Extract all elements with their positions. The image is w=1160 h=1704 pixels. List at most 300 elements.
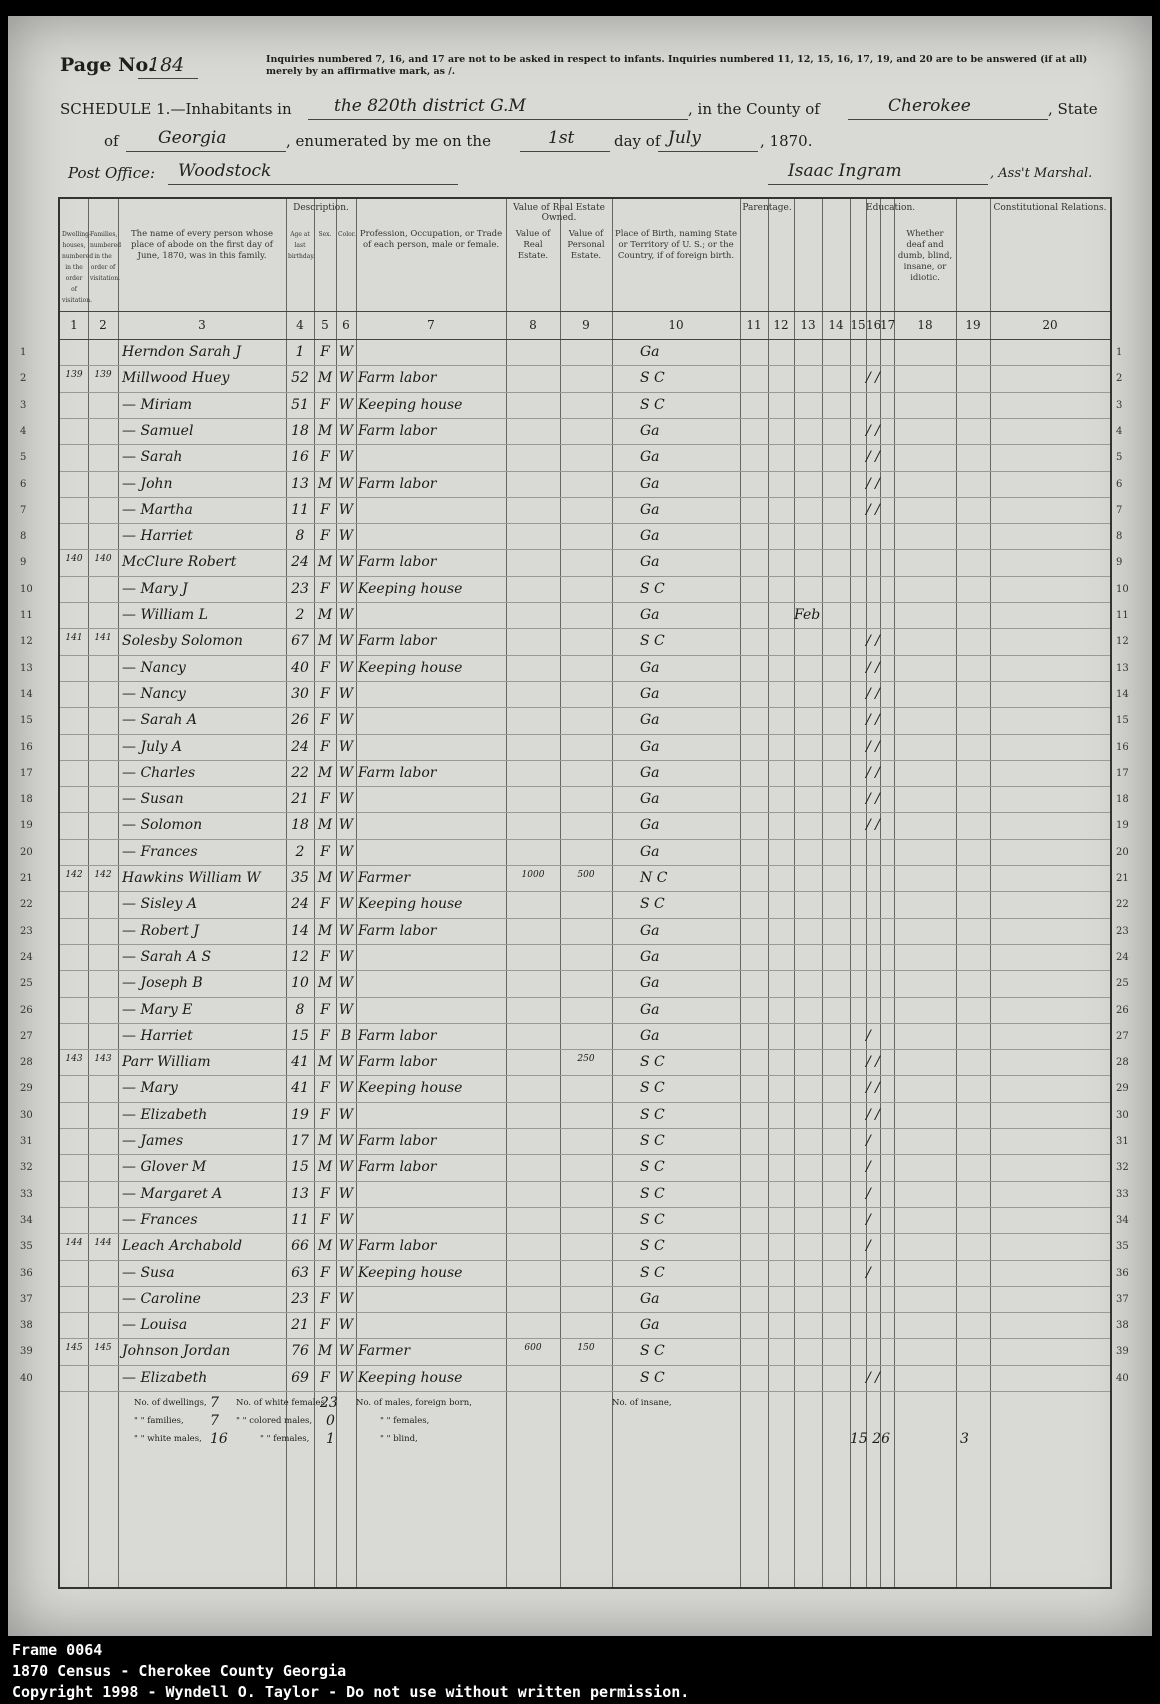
- column-header: Dwelling-houses, numbered in the order of visitation.: [62, 231, 94, 304]
- row-number-left: 27: [20, 1030, 33, 1042]
- row-number-left: 19: [20, 820, 33, 832]
- cell-color: W: [338, 922, 354, 939]
- cell-age: 17: [291, 1133, 309, 1149]
- row-rule: [60, 707, 1110, 708]
- row-number-right: 16: [1116, 741, 1129, 753]
- cell-sex: F: [320, 1080, 330, 1097]
- cell-sex: M: [317, 764, 333, 781]
- summary-insane-label: No. of insane,: [612, 1398, 672, 1408]
- cell-name: — Harriet: [122, 1027, 193, 1044]
- row-number-right: 22: [1116, 899, 1129, 911]
- cell-fam: 143: [94, 1054, 112, 1065]
- cell-color: W: [338, 817, 354, 834]
- row-number-right: 9: [1116, 557, 1123, 569]
- row-number-left: 16: [20, 741, 33, 753]
- column-header: Whether deaf and dumb, blind, insane, or idiotic.: [897, 229, 953, 283]
- marshal-label: , Ass't Marshal.: [990, 166, 1093, 181]
- cell-name: — Solomon: [122, 817, 203, 834]
- cell-name: — Caroline: [122, 1290, 201, 1307]
- cell-birth: S C: [640, 1264, 665, 1281]
- cell-color: W: [338, 738, 354, 755]
- row-number-right: 32: [1116, 1162, 1129, 1174]
- cell-age: 15: [291, 1159, 309, 1176]
- column-header: The name of every person whose place of abode on the first day of June, 1870, was in this family.: [130, 229, 274, 261]
- cell-age: 10: [291, 975, 309, 992]
- cell-occ: Farm labor: [358, 422, 437, 439]
- cell-birth: Ga: [640, 922, 660, 939]
- cell-birth: Ga: [640, 738, 660, 755]
- cell-color: W: [338, 1159, 354, 1176]
- cell-color: W: [338, 791, 354, 808]
- page-label: Page No.: [60, 54, 155, 76]
- row-number-right: 26: [1116, 1004, 1129, 1016]
- row-rule: [60, 1365, 1110, 1366]
- header-rule: [60, 339, 1110, 340]
- row-number-right: 31: [1116, 1136, 1129, 1147]
- row-rule: [60, 760, 1110, 761]
- row-number-left: 9: [20, 557, 27, 569]
- cell-pers: 150: [577, 1343, 595, 1354]
- row-rule: [60, 1128, 1110, 1129]
- cell-m15: / /: [866, 738, 880, 755]
- group-header: Value of Real Estate Owned.: [513, 203, 605, 223]
- cell-color: W: [338, 1290, 354, 1307]
- row-rule: [60, 944, 1110, 945]
- column-divider: [850, 199, 851, 1587]
- row-number-left: 14: [20, 688, 33, 700]
- cell-color: W: [338, 633, 354, 650]
- row-number-right: 20: [1116, 846, 1129, 858]
- cell-birth: S C: [640, 1185, 665, 1202]
- column-number: 18: [917, 318, 933, 332]
- cell-name: Hawkins William W: [122, 870, 261, 886]
- cell-age: 2: [295, 607, 305, 623]
- row-rule: [60, 1207, 1110, 1208]
- cell-age: 8: [295, 1001, 305, 1018]
- row-number-right: 3: [1116, 399, 1123, 411]
- cell-age: 24: [291, 896, 309, 913]
- cell-sex: F: [320, 1264, 330, 1281]
- row-number-right: 8: [1116, 531, 1123, 543]
- cell-name: Millwood Huey: [122, 370, 230, 387]
- cell-age: 69: [291, 1369, 309, 1386]
- of-label: of: [104, 132, 119, 150]
- cell-birth: S C: [640, 633, 665, 650]
- frame-caption: [12, 1640, 689, 1703]
- state: Georgia: [158, 128, 227, 148]
- group-header: Constitutional Relations.: [993, 203, 1107, 213]
- row-rule: [60, 576, 1110, 577]
- cell-name: — Sarah A: [122, 712, 198, 729]
- row-number-left: 29: [20, 1083, 33, 1095]
- cell-sex: F: [320, 1211, 330, 1228]
- column-divider: [356, 199, 357, 1587]
- cell-birth: Ga: [640, 449, 660, 466]
- cell-dw: 139: [65, 370, 83, 381]
- row-rule: [60, 549, 1110, 550]
- cell-sex: M: [317, 870, 333, 886]
- row-number-left: 40: [20, 1372, 33, 1384]
- row-number-right: 18: [1116, 794, 1129, 806]
- column-header: Value of Real Estate.: [515, 229, 551, 261]
- row-number-right: 36: [1116, 1267, 1129, 1279]
- cell-name: — Sarah: [122, 449, 183, 466]
- summary-colored-males: 0: [326, 1413, 335, 1429]
- cell-name: — John: [122, 475, 173, 492]
- cell-color: W: [338, 1264, 354, 1281]
- cell-occ: Farm labor: [358, 1027, 437, 1044]
- cell-sex: F: [320, 1369, 330, 1386]
- cell-m15: / /: [866, 633, 880, 650]
- cell-age: 66: [291, 1238, 309, 1255]
- column-divider: [118, 199, 119, 1587]
- cell-color: W: [338, 1106, 354, 1123]
- cell-occ: Farm labor: [358, 1133, 437, 1149]
- cell-name: — Mary: [122, 1080, 178, 1097]
- column-number: 1: [70, 318, 78, 332]
- column-number: 16: [866, 318, 882, 332]
- cell-birth: Ga: [640, 685, 660, 702]
- row-rule: [60, 1312, 1110, 1313]
- column-divider: [612, 199, 613, 1587]
- cell-m15: / /: [866, 1106, 880, 1123]
- cell-color: W: [338, 1080, 354, 1097]
- schedule-label: SCHEDULE 1.—Inhabitants in: [60, 100, 292, 118]
- row-rule: [60, 523, 1110, 524]
- row-rule: [60, 1338, 1110, 1339]
- column-header: Sex.: [318, 231, 332, 238]
- cell-age: 14: [291, 922, 309, 939]
- row-number-right: 40: [1116, 1372, 1129, 1384]
- row-number-right: 39: [1116, 1346, 1129, 1358]
- cell-birth: S C: [640, 1343, 665, 1360]
- cell-age: 23: [291, 1290, 309, 1307]
- cell-sex: F: [320, 501, 330, 518]
- cell-occ: Farm labor: [358, 370, 437, 387]
- cell-age: 18: [291, 422, 309, 439]
- cell-sex: F: [320, 1185, 330, 1202]
- cell-sex: F: [320, 948, 330, 965]
- cell-sex: F: [320, 1317, 330, 1334]
- row-rule: [60, 655, 1110, 656]
- row-rule: [60, 1286, 1110, 1287]
- row-number-right: 38: [1116, 1320, 1129, 1332]
- county: Cherokee: [888, 96, 971, 116]
- cell-birth: Ga: [640, 712, 660, 729]
- cell-name: — James: [122, 1133, 184, 1149]
- cell-m15: /: [866, 1211, 871, 1228]
- cell-birth: Ga: [640, 1317, 660, 1334]
- cell-occ: Keeping house: [358, 1264, 463, 1281]
- cell-age: 1: [295, 344, 305, 360]
- cell-age: 21: [291, 791, 309, 808]
- cell-color: W: [338, 370, 354, 387]
- row-number-right: 23: [1116, 925, 1129, 937]
- cell-birth: S C: [640, 896, 665, 913]
- header-rule: [60, 311, 1110, 312]
- post-office: Woodstock: [178, 161, 272, 181]
- cell-age: 67: [291, 633, 309, 650]
- cell-m15: / /: [866, 712, 880, 729]
- cell-dw: 143: [65, 1054, 83, 1065]
- cell-sex: F: [320, 1027, 330, 1044]
- day-line: [520, 151, 610, 152]
- enumerated-label: , enumerated by me on the: [286, 132, 491, 150]
- summary-white-males: 16: [210, 1431, 228, 1447]
- cell-sex: M: [317, 475, 333, 492]
- column-number: 9: [582, 318, 590, 332]
- cell-color: W: [338, 948, 354, 965]
- column-number: 10: [668, 318, 684, 332]
- cell-color: W: [338, 870, 354, 886]
- cell-age: 35: [291, 870, 309, 886]
- row-number-right: 7: [1116, 504, 1123, 516]
- cell-m15: / /: [866, 685, 880, 702]
- cell-sex: M: [317, 1238, 333, 1255]
- row-number-right: 34: [1116, 1214, 1129, 1226]
- row-number-right: 4: [1116, 425, 1123, 437]
- cell-name: — July A: [122, 738, 183, 755]
- cell-name: — Elizabeth: [122, 1106, 208, 1123]
- cell-birth: S C: [640, 1080, 665, 1097]
- cell-m15: / /: [866, 817, 880, 834]
- summary-dwellings: 7: [210, 1395, 219, 1411]
- cell-name: — Susan: [122, 791, 184, 808]
- column-number: 8: [529, 318, 537, 332]
- column-number: 5: [321, 318, 329, 332]
- cell-color: W: [338, 1211, 354, 1228]
- county-label: , in the County of: [688, 100, 820, 118]
- cell-name: — Sisley A: [122, 896, 197, 913]
- cell-birth: S C: [640, 1106, 665, 1123]
- row-rule: [60, 1049, 1110, 1050]
- marshal-line: [768, 184, 988, 185]
- cell-color: W: [338, 843, 354, 860]
- cell-birth: S C: [640, 1054, 665, 1071]
- column-number: 2: [99, 318, 107, 332]
- cell-birth: Ga: [640, 843, 660, 860]
- cell-m15: / /: [866, 764, 880, 781]
- cell-pers: 250: [577, 1054, 595, 1065]
- row-number-left: 23: [20, 925, 33, 937]
- row-number-right: 17: [1116, 767, 1129, 779]
- row-number-right: 10: [1116, 583, 1129, 595]
- column-divider: [506, 199, 507, 1587]
- row-number-left: 33: [20, 1188, 33, 1200]
- cell-sex: F: [320, 843, 330, 860]
- census-table: [20, 197, 1129, 1589]
- cell-name: — Miriam: [122, 396, 193, 413]
- row-rule: [60, 997, 1110, 998]
- cell-age: 63: [291, 1264, 309, 1281]
- row-rule: [60, 734, 1110, 735]
- row-number-left: 2: [20, 373, 27, 385]
- cell-color: W: [338, 1133, 354, 1149]
- caption-title: 1870 Census - Cherokee County Georgia: [12, 1662, 347, 1680]
- summary-totals-15-16: 15 26: [850, 1431, 891, 1447]
- cell-sex: M: [317, 1159, 333, 1176]
- cell-sex: F: [320, 685, 330, 702]
- month: July: [668, 128, 701, 148]
- row-number-right: 33: [1116, 1188, 1129, 1200]
- column-header: Profession, Occupation, or Trade of each person, male or female.: [359, 229, 503, 250]
- cell-birth: Ga: [640, 948, 660, 965]
- cell-m15: /: [866, 1264, 871, 1281]
- summary-blind-label: " " blind,: [380, 1434, 418, 1444]
- cell-name: — William L: [122, 607, 208, 623]
- cell-birth: Ga: [640, 1290, 660, 1307]
- row-number-left: 36: [20, 1267, 33, 1279]
- summary-white-females: 23: [320, 1395, 338, 1411]
- cell-name: — Frances: [122, 843, 198, 860]
- cell-color: W: [338, 528, 354, 545]
- cell-birth: Ga: [640, 817, 660, 834]
- cell-name: Leach Archabold: [122, 1238, 243, 1255]
- cell-age: 21: [291, 1317, 309, 1334]
- district: the 820th district G.M: [334, 96, 526, 116]
- cell-birth: Ga: [640, 1027, 660, 1044]
- summary-dwellings-label: No. of dwellings,: [134, 1398, 207, 1408]
- row-rule: [60, 918, 1110, 919]
- inquiries-note: Inquiries numbered 7, 16, and 17 are not to be asked in respect to infants. Inquiries numbered 11, 12, 15, 16, 17, 19, and 20 are to be answered (if at all) merely by an affirmative mark, as /.: [266, 54, 1088, 77]
- cell-occ: Keeping house: [358, 1369, 463, 1386]
- cell-sex: F: [320, 1290, 330, 1307]
- cell-color: W: [338, 554, 354, 571]
- cell-birth: Ga: [640, 764, 660, 781]
- cell-age: 24: [291, 554, 309, 571]
- cell-color: B: [340, 1027, 352, 1044]
- row-number-left: 4: [20, 425, 27, 437]
- cell-name: — Elizabeth: [122, 1369, 208, 1386]
- cell-dw: 145: [65, 1343, 83, 1354]
- county-line: [848, 119, 1048, 120]
- column-divider: [560, 199, 561, 1587]
- row-rule: [60, 812, 1110, 813]
- cell-name: — Susa: [122, 1264, 175, 1281]
- cell-occ: Keeping house: [358, 580, 463, 597]
- cell-sex: M: [317, 1054, 333, 1071]
- cell-birth: S C: [640, 1133, 665, 1149]
- cell-m15: /: [866, 1133, 871, 1149]
- cell-age: 22: [291, 764, 309, 781]
- cell-birth: Ga: [640, 501, 660, 518]
- cell-color: W: [338, 659, 354, 676]
- summary-colored-males-label: " " colored males,: [236, 1416, 313, 1426]
- cell-birth: Ga: [640, 607, 660, 623]
- cell-name: — Glover M: [122, 1159, 207, 1176]
- row-number-right: 24: [1116, 951, 1129, 963]
- cell-m15: /: [866, 1185, 871, 1202]
- cell-occ: Farm labor: [358, 1054, 437, 1071]
- row-number-left: 11: [20, 610, 33, 621]
- column-divider: [794, 199, 795, 1587]
- row-number-left: 22: [20, 899, 33, 911]
- row-number-right: 28: [1116, 1057, 1129, 1069]
- row-number-right: 6: [1116, 478, 1123, 490]
- row-number-left: 31: [20, 1136, 33, 1147]
- summary-white-females-label: No. of white females,: [236, 1398, 328, 1408]
- cell-name: — Margaret A: [122, 1185, 223, 1202]
- cell-age: 26: [291, 712, 309, 729]
- row-number-left: 21: [20, 873, 33, 884]
- cell-m15: /: [866, 1238, 871, 1255]
- row-rule: [60, 392, 1110, 393]
- row-number-left: 39: [20, 1346, 33, 1358]
- column-number: 13: [800, 318, 816, 332]
- cell-birth: S C: [640, 396, 665, 413]
- row-number-left: 32: [20, 1162, 33, 1174]
- column-divider: [822, 199, 823, 1587]
- column-divider: [768, 199, 769, 1587]
- cell-m15: / /: [866, 449, 880, 466]
- cell-occ: Farm labor: [358, 633, 437, 650]
- cell-sex: M: [317, 554, 333, 571]
- cell-color: W: [338, 1369, 354, 1386]
- summary-families-label: " " families,: [134, 1416, 184, 1426]
- row-rule: [60, 497, 1110, 498]
- row-rule: [60, 1233, 1110, 1234]
- cell-color: W: [338, 422, 354, 439]
- post-office-line: [168, 184, 458, 185]
- cell-sex: F: [320, 712, 330, 729]
- cell-occ: Farm labor: [358, 554, 437, 571]
- row-rule: [60, 1075, 1110, 1076]
- cell-name: — Frances: [122, 1211, 198, 1228]
- column-number: 12: [773, 318, 789, 332]
- cell-age: 13: [291, 1185, 309, 1202]
- cell-age: 2: [295, 843, 305, 860]
- cell-birth: S C: [640, 1211, 665, 1228]
- row-number-right: 12: [1116, 636, 1129, 648]
- cell-dw: 144: [65, 1238, 83, 1249]
- cell-age: 76: [291, 1343, 309, 1360]
- row-number-left: 17: [20, 767, 33, 779]
- cell-sex: M: [317, 1133, 333, 1149]
- column-number: 19: [965, 318, 981, 332]
- summary-col-females: 1: [326, 1431, 335, 1447]
- column-number: 15: [850, 318, 866, 332]
- cell-color: W: [338, 396, 354, 413]
- column-number: 20: [1042, 318, 1058, 332]
- summary-foreign-males-label: No. of males, foreign born,: [356, 1398, 472, 1408]
- post-office-label: Post Office:: [68, 164, 156, 182]
- cell-pers: 500: [577, 870, 595, 880]
- cell-sex: F: [320, 344, 330, 360]
- cell-color: W: [338, 1343, 354, 1360]
- cell-birth: S C: [640, 370, 665, 387]
- cell-m11: Feb: [794, 607, 821, 623]
- cell-name: McClure Robert: [122, 554, 237, 571]
- row-number-right: 14: [1116, 688, 1129, 700]
- cell-birth: S C: [640, 580, 665, 597]
- cell-color: W: [338, 896, 354, 913]
- cell-m15: / /: [866, 659, 880, 676]
- month-line: [658, 151, 758, 152]
- cell-sex: F: [320, 896, 330, 913]
- day-of-label: day of: [614, 132, 661, 150]
- cell-age: 41: [291, 1080, 309, 1097]
- group-header: Description.: [293, 203, 349, 213]
- row-number-left: 30: [20, 1109, 33, 1121]
- row-rule: [60, 839, 1110, 840]
- cell-real: 1000: [521, 870, 545, 880]
- row-rule: [60, 891, 1110, 892]
- cell-birth: Ga: [640, 528, 660, 545]
- column-number: 17: [880, 318, 896, 332]
- row-rule: [60, 865, 1110, 866]
- row-rule: [60, 1102, 1110, 1103]
- row-rule: [60, 1023, 1110, 1024]
